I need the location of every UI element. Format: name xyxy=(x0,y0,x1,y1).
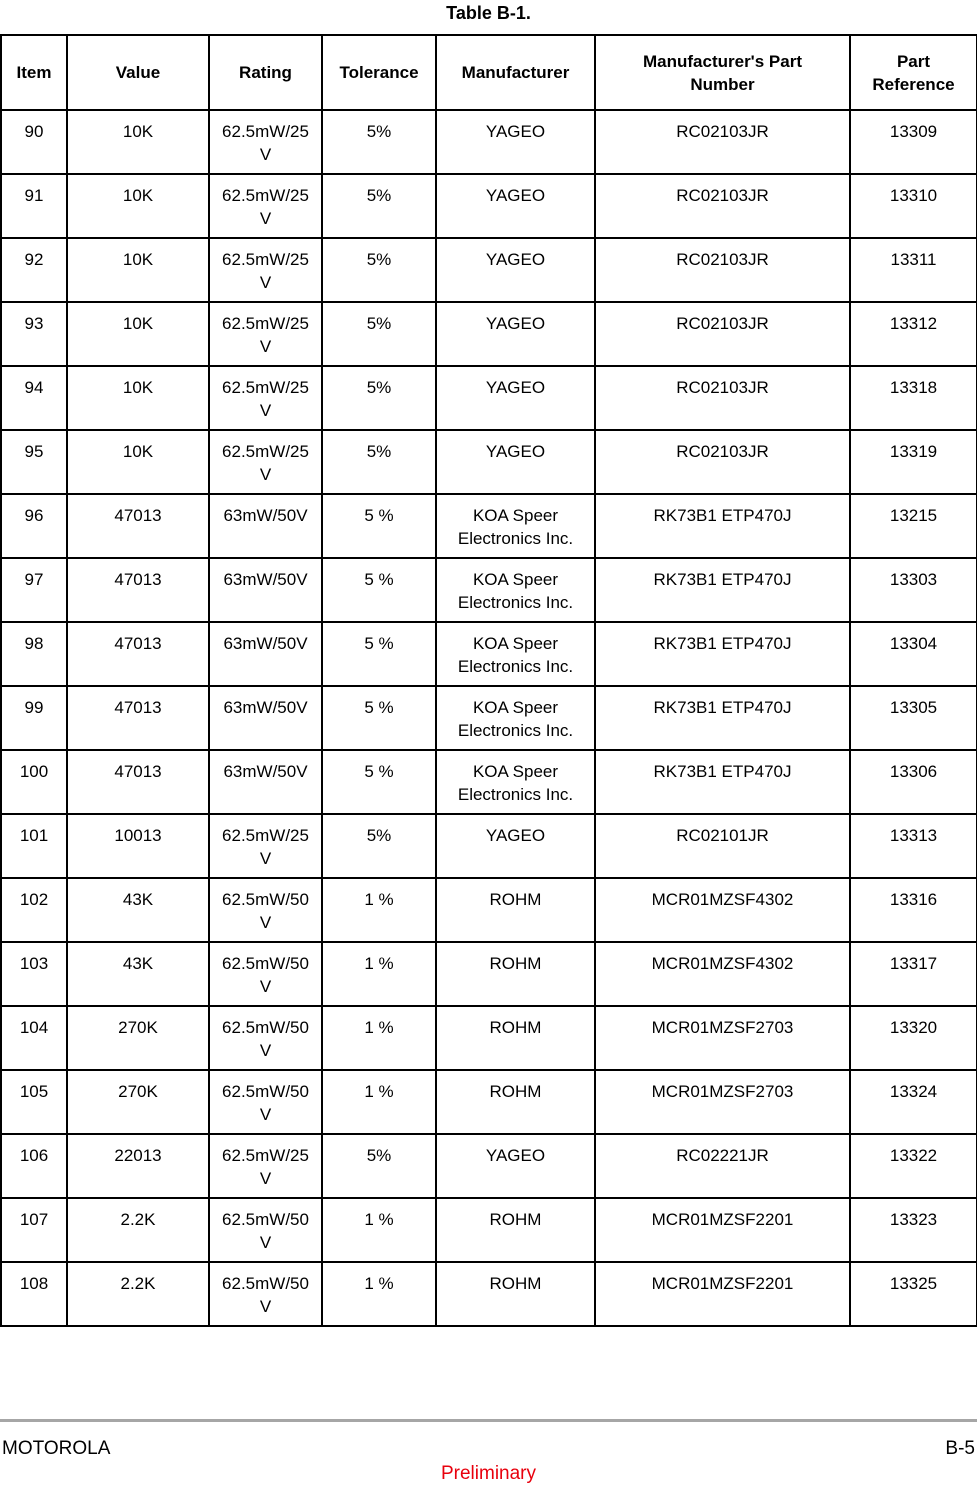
cell-manufacturer: YAGEO xyxy=(436,110,595,174)
header-item: Item xyxy=(1,35,67,110)
cell-value: 47013 xyxy=(67,750,209,814)
cell-value: 2.2K xyxy=(67,1262,209,1326)
cell-part-number: MCR01MZSF2201 xyxy=(595,1262,850,1326)
cell-manufacturer: YAGEO xyxy=(436,238,595,302)
cell-rating: 62.5mW/25V xyxy=(209,366,322,430)
cell-rating: 63mW/50V xyxy=(209,622,322,686)
cell-item: 98 xyxy=(1,622,67,686)
cell-part-number: RK73B1 ETP470J xyxy=(595,494,850,558)
cell-tolerance: 5 % xyxy=(322,558,436,622)
table-row xyxy=(1,750,977,814)
cell-tolerance: 1 % xyxy=(322,1262,436,1326)
cell-item: 96 xyxy=(1,494,67,558)
cell-item: 90 xyxy=(1,110,67,174)
cell-part-reference: 13305 xyxy=(850,686,977,750)
cell-item: 103 xyxy=(1,942,67,1006)
header-part-reference: Part Reference xyxy=(850,35,977,110)
cell-manufacturer: ROHM xyxy=(436,878,595,942)
cell-manufacturer: ROHM xyxy=(436,1198,595,1262)
cell-part-number: RK73B1 ETP470J xyxy=(595,686,850,750)
cell-value: 10K xyxy=(67,238,209,302)
cell-tolerance: 5% xyxy=(322,1134,436,1198)
cell-rating: 62.5mW/25V xyxy=(209,430,322,494)
cell-part-number: MCR01MZSF4302 xyxy=(595,878,850,942)
cell-tolerance: 1 % xyxy=(322,942,436,1006)
cell-value: 270K xyxy=(67,1070,209,1134)
cell-part-reference: 13310 xyxy=(850,174,977,238)
cell-item: 91 xyxy=(1,174,67,238)
cell-manufacturer: KOA Speer Electronics Inc. xyxy=(436,686,595,750)
cell-value: 10K xyxy=(67,174,209,238)
cell-rating: 62.5mW/25V xyxy=(209,174,322,238)
table-row xyxy=(1,814,977,878)
cell-part-number: RC02103JR xyxy=(595,366,850,430)
cell-part-reference: 13303 xyxy=(850,558,977,622)
cell-value: 2.2K xyxy=(67,1198,209,1262)
cell-rating: 63mW/50V xyxy=(209,494,322,558)
cell-part-number: MCR01MZSF2703 xyxy=(595,1070,850,1134)
cell-item: 101 xyxy=(1,814,67,878)
cell-part-number: MCR01MZSF2201 xyxy=(595,1198,850,1262)
cell-rating: 63mW/50V xyxy=(209,558,322,622)
cell-item: 108 xyxy=(1,1262,67,1326)
cell-manufacturer: KOA Speer Electronics Inc. xyxy=(436,750,595,814)
cell-rating: 62.5mW/25V xyxy=(209,302,322,366)
table-row xyxy=(1,1262,977,1326)
cell-value: 10K xyxy=(67,110,209,174)
cell-item: 92 xyxy=(1,238,67,302)
preliminary-watermark: Preliminary xyxy=(440,1463,537,1484)
cell-value: 47013 xyxy=(67,686,209,750)
cell-value: 43K xyxy=(67,942,209,1006)
cell-rating: 62.5mW/25V xyxy=(209,814,322,878)
table-body xyxy=(1,110,977,1326)
cell-tolerance: 1 % xyxy=(322,878,436,942)
header-tolerance: Tolerance xyxy=(322,35,436,110)
parts-table xyxy=(0,34,977,1327)
table-title: Table B-1. xyxy=(446,3,531,23)
table-row xyxy=(1,558,977,622)
cell-tolerance: 1 % xyxy=(322,1070,436,1134)
cell-part-number: MCR01MZSF2703 xyxy=(595,1006,850,1070)
cell-manufacturer: YAGEO xyxy=(436,302,595,366)
cell-part-number: MCR01MZSF4302 xyxy=(595,942,850,1006)
cell-value: 10K xyxy=(67,302,209,366)
cell-rating: 62.5mW/50V xyxy=(209,1198,322,1262)
cell-item: 104 xyxy=(1,1006,67,1070)
cell-part-number: RC02101JR xyxy=(595,814,850,878)
cell-part-reference: 13306 xyxy=(850,750,977,814)
cell-part-reference: 13311 xyxy=(850,238,977,302)
cell-part-number: RK73B1 ETP470J xyxy=(595,622,850,686)
table-row xyxy=(1,1134,977,1198)
cell-part-reference: 13325 xyxy=(850,1262,977,1326)
cell-value: 10K xyxy=(67,366,209,430)
cell-part-reference: 13319 xyxy=(850,430,977,494)
cell-item: 95 xyxy=(1,430,67,494)
cell-tolerance: 5 % xyxy=(322,686,436,750)
cell-value: 47013 xyxy=(67,558,209,622)
cell-manufacturer: ROHM xyxy=(436,942,595,1006)
table-row xyxy=(1,1198,977,1262)
cell-value: 22013 xyxy=(67,1134,209,1198)
cell-item: 100 xyxy=(1,750,67,814)
cell-rating: 62.5mW/25V xyxy=(209,238,322,302)
cell-rating: 62.5mW/50V xyxy=(209,878,322,942)
cell-tolerance: 5 % xyxy=(322,750,436,814)
cell-manufacturer: ROHM xyxy=(436,1070,595,1134)
cell-tolerance: 5 % xyxy=(322,494,436,558)
cell-tolerance: 5% xyxy=(322,430,436,494)
cell-rating: 62.5mW/50V xyxy=(209,1006,322,1070)
cell-manufacturer: YAGEO xyxy=(436,814,595,878)
footer-company: MOTOROLA xyxy=(2,1438,111,1459)
table-row xyxy=(1,878,977,942)
cell-part-number: RK73B1 ETP470J xyxy=(595,750,850,814)
cell-tolerance: 5 % xyxy=(322,622,436,686)
cell-part-number: RC02103JR xyxy=(595,174,850,238)
cell-item: 107 xyxy=(1,1198,67,1262)
cell-manufacturer: YAGEO xyxy=(436,366,595,430)
cell-tolerance: 5% xyxy=(322,110,436,174)
table-row xyxy=(1,942,977,1006)
cell-part-number: RC02103JR xyxy=(595,110,850,174)
cell-value: 47013 xyxy=(67,494,209,558)
header-rating: Rating xyxy=(209,35,322,110)
table-row xyxy=(1,302,977,366)
header-part-number: Manufacturer's Part Number xyxy=(595,35,850,110)
cell-rating: 62.5mW/50V xyxy=(209,1262,322,1326)
cell-manufacturer: ROHM xyxy=(436,1006,595,1070)
cell-part-reference: 13317 xyxy=(850,942,977,1006)
cell-part-number: RC02103JR xyxy=(595,430,850,494)
table-header-row xyxy=(1,35,977,110)
cell-part-reference: 13318 xyxy=(850,366,977,430)
cell-tolerance: 5% xyxy=(322,174,436,238)
cell-part-reference: 13312 xyxy=(850,302,977,366)
cell-part-reference: 13304 xyxy=(850,622,977,686)
cell-tolerance: 1 % xyxy=(322,1006,436,1070)
cell-part-reference: 13309 xyxy=(850,110,977,174)
cell-value: 43K xyxy=(67,878,209,942)
cell-part-number: RK73B1 ETP470J xyxy=(595,558,850,622)
cell-rating: 63mW/50V xyxy=(209,750,322,814)
cell-item: 102 xyxy=(1,878,67,942)
cell-part-reference: 13215 xyxy=(850,494,977,558)
table-row xyxy=(1,1070,977,1134)
cell-tolerance: 5% xyxy=(322,814,436,878)
cell-manufacturer: YAGEO xyxy=(436,174,595,238)
cell-tolerance: 5% xyxy=(322,238,436,302)
cell-part-reference: 13324 xyxy=(850,1070,977,1134)
cell-tolerance: 5% xyxy=(322,302,436,366)
cell-item: 106 xyxy=(1,1134,67,1198)
table-row xyxy=(1,366,977,430)
cell-value: 10013 xyxy=(67,814,209,878)
cell-item: 94 xyxy=(1,366,67,430)
cell-value: 270K xyxy=(67,1006,209,1070)
cell-value: 10K xyxy=(67,430,209,494)
cell-rating: 62.5mW/50V xyxy=(209,1070,322,1134)
cell-part-reference: 13320 xyxy=(850,1006,977,1070)
cell-part-number: RC02221JR xyxy=(595,1134,850,1198)
table-row xyxy=(1,686,977,750)
cell-value: 47013 xyxy=(67,622,209,686)
cell-rating: 63mW/50V xyxy=(209,686,322,750)
footer-page-number: B-5 xyxy=(945,1438,975,1459)
cell-manufacturer: YAGEO xyxy=(436,1134,595,1198)
cell-rating: 62.5mW/50V xyxy=(209,942,322,1006)
table-row xyxy=(1,494,977,558)
cell-rating: 62.5mW/25V xyxy=(209,110,322,174)
cell-item: 93 xyxy=(1,302,67,366)
cell-item: 97 xyxy=(1,558,67,622)
table-row xyxy=(1,110,977,174)
cell-part-number: RC02103JR xyxy=(595,302,850,366)
cell-rating: 62.5mW/25V xyxy=(209,1134,322,1198)
cell-manufacturer: KOA Speer Electronics Inc. xyxy=(436,558,595,622)
cell-part-reference: 13313 xyxy=(850,814,977,878)
header-value: Value xyxy=(67,35,209,110)
cell-manufacturer: KOA Speer Electronics Inc. xyxy=(436,622,595,686)
footer-divider xyxy=(0,1419,977,1422)
cell-part-number: RC02103JR xyxy=(595,238,850,302)
table-row xyxy=(1,622,977,686)
cell-part-reference: 13322 xyxy=(850,1134,977,1198)
table-row xyxy=(1,238,977,302)
cell-item: 99 xyxy=(1,686,67,750)
cell-manufacturer: KOA Speer Electronics Inc. xyxy=(436,494,595,558)
table-row xyxy=(1,430,977,494)
table-row xyxy=(1,174,977,238)
cell-item: 105 xyxy=(1,1070,67,1134)
cell-manufacturer: YAGEO xyxy=(436,430,595,494)
cell-part-reference: 13316 xyxy=(850,878,977,942)
cell-manufacturer: ROHM xyxy=(436,1262,595,1326)
cell-tolerance: 5% xyxy=(322,366,436,430)
table-row xyxy=(1,1006,977,1070)
header-manufacturer: Manufacturer xyxy=(436,35,595,110)
cell-tolerance: 1 % xyxy=(322,1198,436,1262)
cell-part-reference: 13323 xyxy=(850,1198,977,1262)
